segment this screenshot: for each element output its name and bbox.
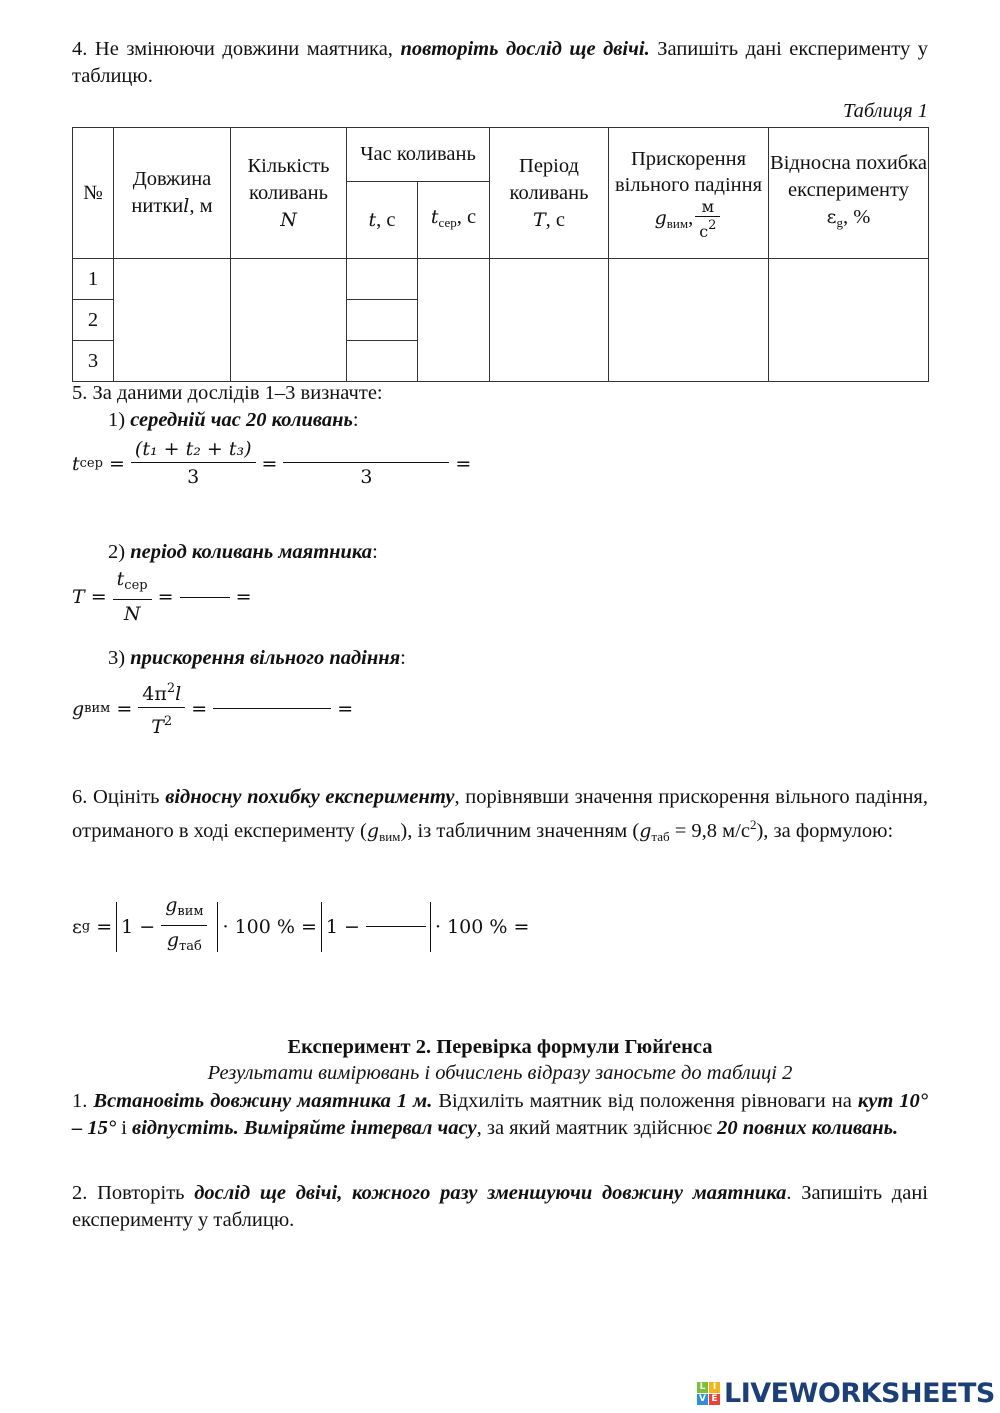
experiment-2-title: Експеримент 2. Перевірка формули Гюйґенса [287, 1036, 713, 1058]
header-length: Довжина ниткиl, м [114, 128, 231, 259]
cell-acceleration[interactable] [609, 259, 769, 382]
row-number: 2 [73, 300, 114, 341]
cell-length[interactable] [114, 259, 231, 382]
header-number: № [73, 128, 114, 259]
header-count: Кількість коливань N [231, 128, 347, 259]
header-tavg: $t_{сер}$, с [418, 182, 490, 259]
row-number: 1 [73, 259, 114, 300]
formula-tavg: t сер = $\frac{\text{(t₁ + t₂ + t₃)}}{3}$ = 3 = [72, 436, 471, 491]
cell-error[interactable] [769, 259, 929, 382]
exp2-step-2: 2. Повторіть дослід ще двічі, кожного разу зменшуючи довжину маятника. Запишіть дані експерименту у таблицю. [72, 1182, 928, 1231]
liveworksheets-logo: L I V E LIVEWORKSHEETS [697, 1378, 995, 1409]
table-caption: Таблиця 1 [842, 100, 928, 122]
step-5-item-1: 1) середній час 20 коливань: [108, 409, 359, 431]
step-5-item-2: 2) період коливань маятника: [108, 541, 378, 563]
cell-t[interactable] [347, 341, 418, 382]
experiment-2-subtitle: Результати вимірювань і обчислень відразу заносьте до таблиці 2 [207, 1062, 793, 1084]
data-table-1 [72, 127, 929, 382]
formula-acceleration: g вим = $\frac{4\pi^2l}{T^2}$ = = [72, 676, 353, 741]
formula-error: ε g = 1 − $\frac{g_{вим}}{g_{таб}}$ · 100 % = 1 − · 100 % = [72, 892, 529, 961]
row-number: 3 [73, 341, 114, 382]
cell-tavg[interactable] [418, 259, 490, 382]
cell-period[interactable] [490, 259, 609, 382]
header-acceleration: Прискорення вільного падіння $g_{вим}$, $\frac{м}{с^2}$ [609, 128, 769, 259]
header-error: Відносна похибка експерименту $\varepsilon_g$, % [769, 128, 929, 259]
exp2-step-1: 1. Встановіть довжину маятника 1 м. Відхиліть маятник від положення рівноваги на кут 10° – 15° і відпустіть. Виміряйте інтервал часу, за який маятник здійснює 20 повних коливань. [72, 1090, 928, 1139]
step-6-text: 6. Оцініть відносну похибку експерименту, порівнявши значення прискорення вільного падіння, отриманого в ході експерименту $(g_{вим})$, із табличним значенням ($g_{таб} = 9,8$ $м/с^2$), за формулою: [72, 786, 928, 844]
cell-count[interactable] [231, 259, 347, 382]
header-period: Період коливань T, с [490, 128, 609, 259]
step-5-item-3: 3) прискорення вільного падіння: [108, 647, 406, 669]
table-row [73, 259, 929, 300]
step-4-text: 4. Не змінюючи довжини маятника, повторіть дослід ще двічі. Запишіть дані експерименту у таблицю. [72, 38, 928, 87]
cell-t[interactable] [347, 259, 418, 300]
step-5-intro: 5. За даними дослідів 1–3 визначте: [72, 382, 383, 404]
header-t: t, с [347, 182, 418, 259]
logo-tiles-icon: L I V E [697, 1382, 720, 1405]
cell-t[interactable] [347, 300, 418, 341]
formula-period: T = $\frac{t_{сер}}{N}$ = = [72, 566, 252, 628]
header-time: Час коливань [347, 128, 490, 182]
